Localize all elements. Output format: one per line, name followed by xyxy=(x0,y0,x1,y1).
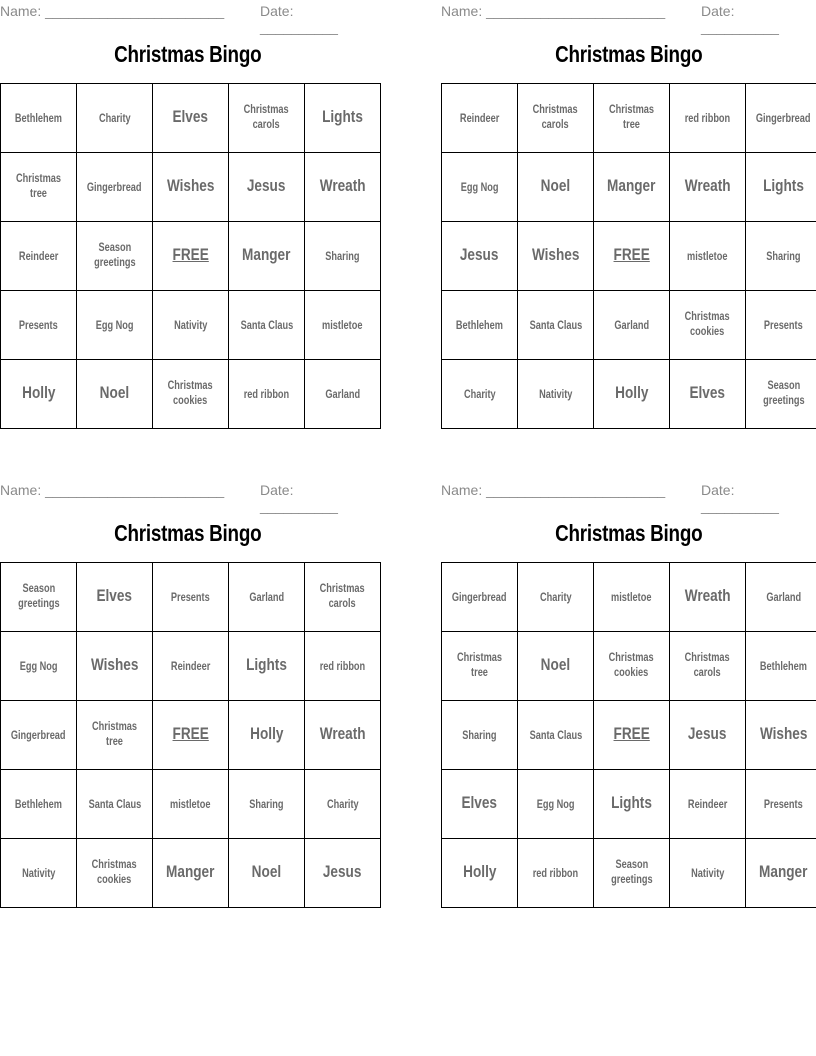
bingo-cell xyxy=(305,701,381,770)
cell-word: Season greetings xyxy=(17,583,60,610)
cell-word: mistletoe xyxy=(322,320,363,332)
cell-word: Santa Claus xyxy=(529,730,582,742)
cell-word: red ribbon xyxy=(684,113,731,125)
bingo-cell xyxy=(153,84,229,153)
bingo-card xyxy=(441,479,816,908)
cell-word: Elves xyxy=(172,107,209,126)
cell-word: Bethlehem xyxy=(759,661,808,673)
bingo-cell xyxy=(746,701,816,770)
grid-row xyxy=(1,153,381,222)
cell-word: Garland xyxy=(249,592,284,604)
bingo-cell xyxy=(153,839,229,908)
cell-word: Charity xyxy=(463,389,496,401)
bingo-grid xyxy=(0,562,381,908)
bingo-cell xyxy=(518,222,594,291)
bingo-cell xyxy=(1,770,77,839)
cell-word: Charity xyxy=(326,799,359,811)
bingo-cell xyxy=(229,291,305,360)
cell-word: Reindeer xyxy=(459,113,500,125)
bingo-cell xyxy=(518,839,594,908)
cell-word: Gingerbread xyxy=(452,592,507,604)
bingo-cell xyxy=(670,153,746,222)
bingo-cell xyxy=(594,839,670,908)
cell-word: Wreath xyxy=(319,724,366,743)
grid-row xyxy=(442,360,816,429)
bingo-cell xyxy=(594,701,670,770)
bingo-cell xyxy=(305,84,381,153)
cell-word: Gingerbread xyxy=(87,182,142,194)
cell-word: Charity xyxy=(98,113,131,125)
cell-word: Gingerbread xyxy=(11,730,66,742)
bingo-grid xyxy=(0,83,381,429)
cell-word: Nativity xyxy=(690,868,725,880)
cell-word: Reindeer xyxy=(687,799,728,811)
bingo-cell xyxy=(153,770,229,839)
cell-word: Jesus xyxy=(323,862,362,881)
bingo-cell xyxy=(153,360,229,429)
bingo-cell xyxy=(442,770,518,839)
cell-word: Wreath xyxy=(684,176,731,195)
cell-word: Jesus xyxy=(688,724,727,743)
bingo-cell xyxy=(77,632,153,701)
free-space: FREE xyxy=(172,724,209,743)
cell-word: Season greetings xyxy=(610,859,653,886)
cell-word: Christmas tree xyxy=(457,652,502,679)
grid-row xyxy=(442,632,816,701)
bingo-cell xyxy=(746,360,816,429)
cell-word: Elves xyxy=(461,793,498,812)
grid-row xyxy=(442,563,816,632)
bingo-cell xyxy=(153,632,229,701)
free-space: FREE xyxy=(613,724,650,743)
cell-word: Manger xyxy=(759,862,808,881)
cell-word: Manger xyxy=(166,862,215,881)
cell-word: red ribbon xyxy=(319,661,366,673)
cell-word: Presents xyxy=(764,320,803,332)
bingo-cell xyxy=(229,701,305,770)
bingo-cell xyxy=(153,563,229,632)
date-field[interactable]: Date: __________ xyxy=(701,3,779,35)
bingo-cell xyxy=(746,84,816,153)
bingo-cell xyxy=(442,360,518,429)
bingo-cell xyxy=(594,291,670,360)
bingo-cell xyxy=(518,701,594,770)
bingo-cell xyxy=(153,222,229,291)
free-space: FREE xyxy=(172,245,209,264)
bingo-cell xyxy=(229,839,305,908)
cell-word: Presents xyxy=(171,592,210,604)
bingo-cell xyxy=(670,84,746,153)
bingo-cell xyxy=(518,770,594,839)
cell-word: Egg Nog xyxy=(95,320,134,332)
bingo-cell xyxy=(77,360,153,429)
bingo-cell xyxy=(77,701,153,770)
cell-word: Bethlehem xyxy=(14,113,63,125)
grid-row xyxy=(1,222,381,291)
cell-word: Egg Nog xyxy=(460,182,499,194)
bingo-cell xyxy=(305,563,381,632)
bingo-cell xyxy=(442,632,518,701)
card-title xyxy=(441,41,816,71)
bingo-grid xyxy=(441,562,816,908)
cell-word: Lights xyxy=(322,107,363,126)
cell-word: Egg Nog xyxy=(19,661,58,673)
name-field[interactable]: Name: _______________________ xyxy=(0,482,225,498)
bingo-cell xyxy=(77,291,153,360)
card-header xyxy=(0,479,375,514)
cell-word: Noel xyxy=(540,655,571,674)
cell-word: Wishes xyxy=(166,176,215,195)
card-header xyxy=(0,0,375,35)
bingo-cell xyxy=(305,770,381,839)
cell-word: Christmas carols xyxy=(685,652,730,679)
grid-row xyxy=(1,632,381,701)
cell-word: Bethlehem xyxy=(14,799,63,811)
cell-word: Lights xyxy=(763,176,804,195)
card-title-text: Christmas Bingo xyxy=(113,520,262,546)
bingo-cell xyxy=(305,153,381,222)
bingo-cell xyxy=(594,84,670,153)
cell-word: Holly xyxy=(614,383,649,402)
cell-word: Noel xyxy=(251,862,282,881)
bingo-cell xyxy=(670,839,746,908)
bingo-cell xyxy=(670,563,746,632)
bingo-cell xyxy=(746,632,816,701)
cell-word: Manger xyxy=(242,245,291,264)
bingo-cell xyxy=(746,153,816,222)
card-title xyxy=(441,520,816,550)
cell-word: Garland xyxy=(766,592,801,604)
date-field[interactable]: Date: __________ xyxy=(260,482,338,514)
bingo-cell xyxy=(229,84,305,153)
cell-word: Christmas carols xyxy=(244,104,289,131)
cell-word: Elves xyxy=(96,586,133,605)
bingo-cell xyxy=(670,360,746,429)
bingo-cell xyxy=(670,632,746,701)
cell-word: Wreath xyxy=(684,586,731,605)
bingo-cell xyxy=(746,563,816,632)
bingo-cell xyxy=(229,153,305,222)
bingo-cell xyxy=(77,770,153,839)
bingo-cell xyxy=(1,291,77,360)
bingo-cell xyxy=(594,632,670,701)
bingo-cell xyxy=(153,291,229,360)
card-title-text: Christmas Bingo xyxy=(113,41,262,67)
grid-row xyxy=(442,839,816,908)
bingo-cell xyxy=(518,632,594,701)
bingo-cell xyxy=(229,632,305,701)
name-field[interactable]: Name: _______________________ xyxy=(441,3,666,19)
cell-word: red ribbon xyxy=(532,868,579,880)
bingo-card xyxy=(441,0,816,429)
cell-word: Christmas cookies xyxy=(168,380,213,407)
cell-word: Santa Claus xyxy=(240,320,293,332)
bingo-cell xyxy=(229,360,305,429)
cell-word: Jesus xyxy=(247,176,286,195)
cell-word: Holly xyxy=(462,862,497,881)
bingo-cell xyxy=(518,291,594,360)
bingo-cell xyxy=(1,153,77,222)
bingo-cell xyxy=(594,153,670,222)
cell-word: Jesus xyxy=(460,245,499,264)
cell-word: Presents xyxy=(19,320,58,332)
cell-word: mistletoe xyxy=(687,251,728,263)
bingo-cell xyxy=(77,84,153,153)
bingo-cell xyxy=(518,84,594,153)
cell-word: Charity xyxy=(539,592,572,604)
cell-word: Reindeer xyxy=(18,251,59,263)
cell-word: Bethlehem xyxy=(455,320,504,332)
cell-word: Presents xyxy=(764,799,803,811)
bingo-cell xyxy=(594,563,670,632)
grid-row xyxy=(442,153,816,222)
cell-word: Wishes xyxy=(90,655,139,674)
cell-word: Egg Nog xyxy=(536,799,575,811)
cell-word: Elves xyxy=(689,383,726,402)
cell-word: Santa Claus xyxy=(88,799,141,811)
cell-word: mistletoe xyxy=(170,799,211,811)
bingo-cell xyxy=(442,222,518,291)
bingo-cell xyxy=(746,839,816,908)
bingo-cell xyxy=(1,222,77,291)
name-field[interactable]: Name: _______________________ xyxy=(0,3,225,19)
cell-word: Holly xyxy=(249,724,284,743)
grid-row xyxy=(1,291,381,360)
grid-row xyxy=(442,84,816,153)
bingo-cell xyxy=(1,701,77,770)
grid-row xyxy=(1,701,381,770)
cell-word: Christmas cookies xyxy=(609,652,654,679)
cell-word: Sharing xyxy=(462,730,497,742)
cell-word: Nativity xyxy=(538,389,573,401)
card-header xyxy=(441,0,816,35)
grid-row xyxy=(1,770,381,839)
grid-row xyxy=(1,839,381,908)
cell-word: Christmas cookies xyxy=(685,311,730,338)
bingo-card xyxy=(0,479,375,908)
bingo-cell xyxy=(746,770,816,839)
bingo-cell xyxy=(670,222,746,291)
bingo-cell xyxy=(305,632,381,701)
cell-word: Christmas tree xyxy=(609,104,654,131)
grid-row xyxy=(442,770,816,839)
cell-word: Lights xyxy=(611,793,652,812)
bingo-cell xyxy=(518,153,594,222)
cell-word: Season greetings xyxy=(93,242,136,269)
cell-word: Christmas tree xyxy=(92,721,137,748)
cell-word: Garland xyxy=(325,389,360,401)
bingo-cell xyxy=(305,291,381,360)
cell-word: Sharing xyxy=(766,251,801,263)
bingo-cell xyxy=(229,222,305,291)
bingo-cell xyxy=(77,839,153,908)
bingo-cell xyxy=(670,291,746,360)
cell-word: red ribbon xyxy=(243,389,290,401)
grid-row xyxy=(1,84,381,153)
cell-word: Sharing xyxy=(249,799,284,811)
free-space: FREE xyxy=(613,245,650,264)
bingo-cell xyxy=(442,701,518,770)
cell-word: Santa Claus xyxy=(529,320,582,332)
cell-word: Noel xyxy=(540,176,571,195)
bingo-cell xyxy=(77,563,153,632)
cell-word: Wishes xyxy=(531,245,580,264)
card-title xyxy=(0,41,375,71)
bingo-cell xyxy=(153,701,229,770)
bingo-cell xyxy=(746,222,816,291)
cell-word: Wishes xyxy=(759,724,808,743)
cell-word: Gingerbread xyxy=(756,113,811,125)
cell-word: Lights xyxy=(246,655,287,674)
cell-word: mistletoe xyxy=(611,592,652,604)
bingo-cell xyxy=(442,563,518,632)
bingo-cell xyxy=(1,84,77,153)
cell-word: Holly xyxy=(21,383,56,402)
grid-row xyxy=(1,563,381,632)
name-field[interactable]: Name: _______________________ xyxy=(441,482,666,498)
grid-row xyxy=(1,360,381,429)
bingo-cell xyxy=(305,222,381,291)
bingo-cell xyxy=(442,291,518,360)
bingo-cell xyxy=(229,563,305,632)
bingo-cell xyxy=(746,291,816,360)
bingo-cell xyxy=(670,701,746,770)
cell-word: Nativity xyxy=(21,868,56,880)
card-header xyxy=(441,479,816,514)
bingo-cell xyxy=(594,360,670,429)
bingo-cell xyxy=(1,632,77,701)
bingo-card xyxy=(0,0,375,429)
cell-word: Sharing xyxy=(325,251,360,263)
cell-word: Manger xyxy=(607,176,656,195)
grid-row xyxy=(442,701,816,770)
cell-word: Wreath xyxy=(319,176,366,195)
bingo-cell xyxy=(442,839,518,908)
card-title-text: Christmas Bingo xyxy=(554,41,703,67)
bingo-cell xyxy=(594,222,670,291)
bingo-cell xyxy=(518,563,594,632)
card-title xyxy=(0,520,375,550)
cell-word: Christmas cookies xyxy=(92,859,137,886)
bingo-cell xyxy=(442,153,518,222)
grid-row xyxy=(442,222,816,291)
bingo-cell xyxy=(305,360,381,429)
bingo-cell xyxy=(1,839,77,908)
bingo-cell xyxy=(442,84,518,153)
bingo-cell xyxy=(1,360,77,429)
cell-word: Reindeer xyxy=(170,661,211,673)
bingo-cell xyxy=(77,222,153,291)
date-field[interactable]: Date: __________ xyxy=(701,482,779,514)
bingo-cell xyxy=(1,563,77,632)
bingo-grid xyxy=(441,83,816,429)
cell-word: Season greetings xyxy=(762,380,805,407)
bingo-cell xyxy=(518,360,594,429)
bingo-cell xyxy=(153,153,229,222)
bingo-cell xyxy=(670,770,746,839)
cell-word: Noel xyxy=(99,383,130,402)
cell-word: Garland xyxy=(614,320,649,332)
bingo-cell xyxy=(77,153,153,222)
cell-word: Christmas tree xyxy=(16,173,61,200)
date-field[interactable]: Date: __________ xyxy=(260,3,338,35)
bingo-cell xyxy=(594,770,670,839)
grid-row xyxy=(442,291,816,360)
bingo-cell xyxy=(229,770,305,839)
cell-word: Christmas carols xyxy=(533,104,578,131)
bingo-cell xyxy=(305,839,381,908)
cell-word: Christmas carols xyxy=(320,583,365,610)
cell-word: Nativity xyxy=(173,320,208,332)
card-title-text: Christmas Bingo xyxy=(554,520,703,546)
